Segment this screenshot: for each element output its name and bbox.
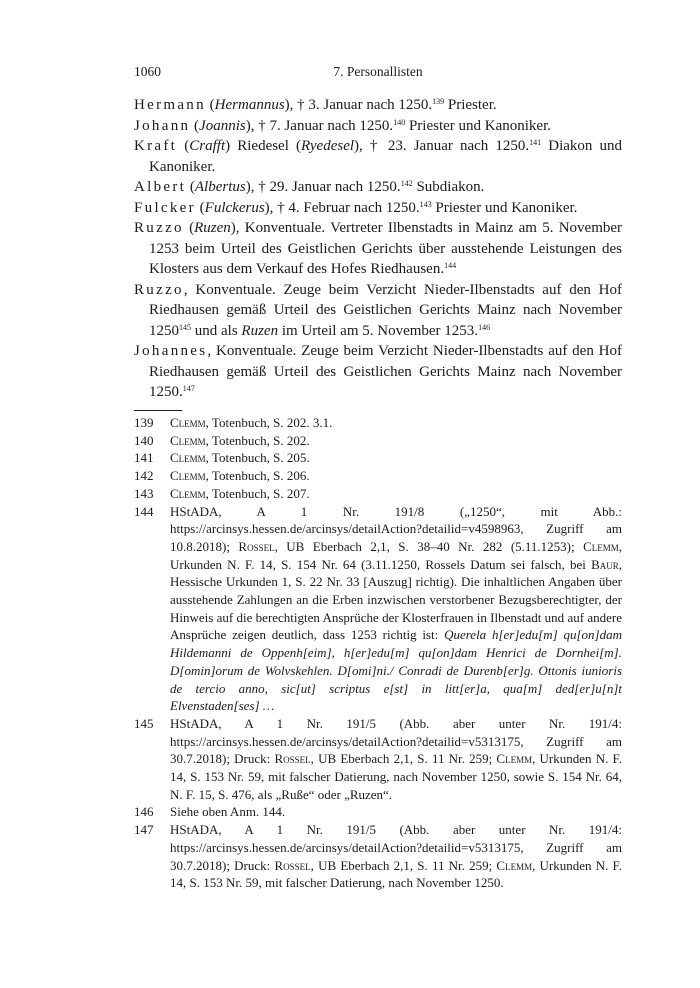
entry-name: Kraft — [134, 138, 178, 154]
entry-role: Subdiakon. — [416, 179, 485, 195]
entry-name: Ruzzo — [134, 281, 184, 298]
footnote — [134, 485, 622, 503]
footnote — [134, 503, 622, 715]
footnote-text: Clemm, Totenbuch, S. 202. 3.1. — [170, 415, 333, 430]
footnote-number: 143 — [134, 485, 154, 501]
page-number: 1060 — [134, 64, 161, 79]
footnote — [134, 467, 622, 485]
footnote-number: 144 — [134, 503, 154, 519]
footnote-text: HStADA, A 1 Nr. 191/5 (Abb. aber unter Nr. 191/4: https://arcinsys.hessen.de/arcinsys/detailAction?detailid=v5313175, Zugriff am 30.7.2018); Druck: Rossel, UB Eberbach 2,1, S. 11 Nr. 259; Clemm, Urkunden N. F. 14, S. 153 Nr. 59, mit falscher Datierung, nach November 1250. — [170, 822, 622, 891]
footnote — [134, 414, 622, 432]
entry-name: Fulcker — [134, 199, 196, 216]
footnote-ref: 144 — [444, 261, 457, 270]
footnote-ref: 139 — [432, 97, 445, 106]
footnotes — [134, 414, 622, 892]
entry-latin-name: Albertus — [194, 179, 246, 195]
list-entry: Albert (Albertus), † 29. Januar nach 1250.$^{142}$ Subdiakon. — [134, 179, 485, 195]
footnote-ref: 147 — [182, 384, 195, 393]
entry-latin-name: Crafft — [189, 138, 226, 154]
entry-name: Johannes — [134, 343, 208, 359]
entry-latin-surname: Ryedesel — [301, 138, 355, 154]
entry-latin-name: Ruzen — [241, 322, 279, 339]
footnote — [134, 715, 622, 804]
footnote-text: Clemm, Totenbuch, S. 206. — [170, 468, 310, 484]
running-title: 7. Personallisten — [333, 64, 423, 79]
entry-date: 4. Februar nach 1250. — [288, 199, 420, 216]
list-entry: Ruzzo, Konventuale. Zeuge beim Verzicht Nieder-Ilbenstadts auf den Hof Riedhausen gemäß Urteil des Geistlichen Gerichts Mainz nach November 1250$^{145}$ und als Ruzen im Urteil am 5. November 1253.$^{146}$ — [134, 281, 622, 339]
entry-surname: Riedesel — [237, 138, 289, 154]
entry-name: Ruzzo — [134, 220, 184, 236]
entry-latin-name: Ruzen — [194, 220, 231, 236]
footnote-text: Clemm, Totenbuch, S. 202. — [170, 432, 310, 448]
entry-latin-name: Fulckerus — [204, 199, 265, 216]
list-entry: Kraft (Crafft) Riedesel (Ryedesel), † 23. Januar nach 1250.$^{141}$ Diakon und Kanoniker. — [134, 138, 622, 175]
list-entry: Fulcker (Fulckerus), † 4. Februar nach 1250.$^{143}$ Priester und Kanoniker. — [134, 199, 578, 216]
entry-role: Priester. — [447, 97, 497, 113]
entry-text: Konventuale. Zeuge beim Verzicht Nieder-Ilbenstadts auf den Hof Riedhausen gemäß Urteil des Geistlichen Gerichts Mainz nach November 1250 — [149, 281, 622, 339]
entry-text: und als — [194, 322, 238, 339]
footnote-text: HStADA, A 1 Nr. 191/8 („1250“, mit Abb.: https://arcinsys.hessen.de/arcinsys/detailAction?detailid=v4598963, Zugriff am 10.8.2018); Rossel, UB Eberbach 2,1, S. 38–40 Nr. 282 (5.11.1253); Clemm, Urkunden N. F. 14, S. 154 Nr. 64 (3.11.1250, Rossels Datum sei falsch, bei Baur, Hessische Urkunden 1, S. 22 Nr. 33 [Auszug] richtig). Die inhaltlichen Angaben über ausstehende Zahlungen an die Erben inzwischen verstorbener Bezugsberechtigter, der Hinweis auf die berechtigten Ansprüche der Klosterfrauen in Ilbenstadt und auf andere Ansprüche zeigen deutlich, dass 1253 richtig ist: Querela h[er]edu[m] qu[on]dam Hildemanni de Oppenh[eim], h[er]edu[m] qu[on]dam Henrici de Dornhei[m]. D[omin]orum de Wolvskehlen. D[omi]ni./ Conradi de Durenb[er]g. Ottonis iunioris de tercio anno, sic[ut] scriptus e[st] in litt[er]a, qua[m] ded[er]u[n]t Elvenstaden[ses] … — [170, 503, 622, 714]
entry-text: Konventuale. Zeuge beim Verzicht Nieder-Ilbenstadts auf den Hof Riedhausen gemäß Urteil des Geistlichen Gerichts Mainz nach November 1250. — [149, 343, 623, 400]
footnote-text: Clemm, Totenbuch, S. 205. — [170, 450, 310, 466]
entry-name: Albert — [134, 179, 187, 195]
entry-date: 23. Januar nach 1250. — [387, 138, 530, 154]
footnote-number: 147 — [134, 822, 154, 838]
footnote-ref: 140 — [393, 117, 406, 127]
entry-role: Diakon und Kanoniker. — [149, 138, 622, 175]
footnote-number: 139 — [134, 415, 154, 430]
footnote-ref: 143 — [419, 199, 432, 209]
page-header — [134, 64, 622, 84]
footnote-number: 140 — [134, 432, 154, 448]
entry-role: Priester und Kanoniker. — [435, 199, 578, 216]
footnote-text: Clemm, Totenbuch, S. 207. — [170, 485, 310, 501]
entry-name: Hermann — [134, 97, 206, 113]
entry-date: 7. Januar nach 1250. — [269, 117, 394, 134]
footnote — [134, 803, 622, 821]
list-entry: Hermann (Hermannus), † 3. Januar nach 1250.$^{139}$ Priester. — [134, 97, 497, 113]
footnote-number: 145 — [134, 715, 154, 731]
footnote-ref: 145 — [179, 322, 191, 332]
footnote-text: Siehe oben Anm. 144. — [170, 804, 286, 820]
entry-latin-name: Hermannus — [214, 97, 285, 113]
footnote-separator — [134, 410, 182, 411]
entry-text: Konventuale. Vertreter Ilbenstadts in Mainz am 5. November 1253 beim Urteil des Geistlichen Gerichts über ausstehende Leistungen des Klosters aus dem Verkauf des Hofes Riedhausen. — [149, 220, 623, 277]
entry-date: 29. Januar nach 1250. — [269, 179, 401, 195]
footnote-ref: 146 — [478, 322, 491, 332]
footnote-text: HStADA, A 1 Nr. 191/5 (Abb. aber unter Nr. 191/4: https://arcinsys.hessen.de/arcinsys/detailAction?detailid=v5313175, Zugriff am 30.7.2018); Druck: Rossel, UB Eberbach 2,1, S. 11 Nr. 259; Clemm, Urkunden N. F. 14, S. 153 Nr. 59, mit falscher Datierung, nach November 1250, sowie S. 154 Nr. 64, N. F. 15, S. 476, als „Ruße“ oder „Ruzen“. — [170, 715, 622, 802]
entry-text: im Urteil am 5. November 1253. — [281, 322, 479, 339]
personnel-list — [134, 95, 622, 403]
footnote-number: 142 — [134, 468, 154, 484]
entry-name: Johann — [134, 117, 191, 134]
footnote — [134, 821, 622, 892]
list-entry: Ruzzo (Ruzen), Konventuale. Vertreter Ilbenstadts in Mainz am 5. November 1253 beim Urteil des Geistlichen Gerichts über ausstehende Leistungen des Klosters aus dem Verkauf des Hofes Riedhausen.$^{144}$ — [134, 220, 623, 277]
list-entry: Johann (Joannis), † 7. Januar nach 1250.$^{140}$ Priester und Kanoniker. — [134, 117, 551, 134]
footnote-ref: 141 — [529, 138, 542, 147]
entry-date: 3. Januar nach 1250. — [308, 97, 433, 113]
footnote-ref: 142 — [400, 179, 413, 188]
footnote — [134, 449, 622, 467]
list-entry: Johannes, Konventuale. Zeuge beim Verzicht Nieder-Ilbenstadts auf den Hof Riedhausen gemäß Urteil des Geistlichen Gerichts Mainz nach November 1250.$^{147}$ — [134, 343, 623, 400]
entry-latin-name: Joannis — [199, 117, 246, 134]
footnote-number: 146 — [134, 804, 154, 820]
latin-quote: Querela h[er]edu[m] qu[on]dam Hildemanni de Oppenh[eim], h[er]edu[m] qu[on]dam Henrici de Dornhei[m]. D[omin]orum de Wolvskehlen. D[omi]ni./ Conradi de Durenb[er]g. Ottonis iunioris de tercio anno, sic[ut] scriptus e[st] in litt[er]a, qua[m] ded[er]u[n]t Elvenstaden[ses] … — [170, 627, 622, 714]
footnote-number: 141 — [134, 450, 154, 466]
entry-role: Priester und Kanoniker. — [408, 117, 551, 134]
footnote — [134, 432, 622, 450]
